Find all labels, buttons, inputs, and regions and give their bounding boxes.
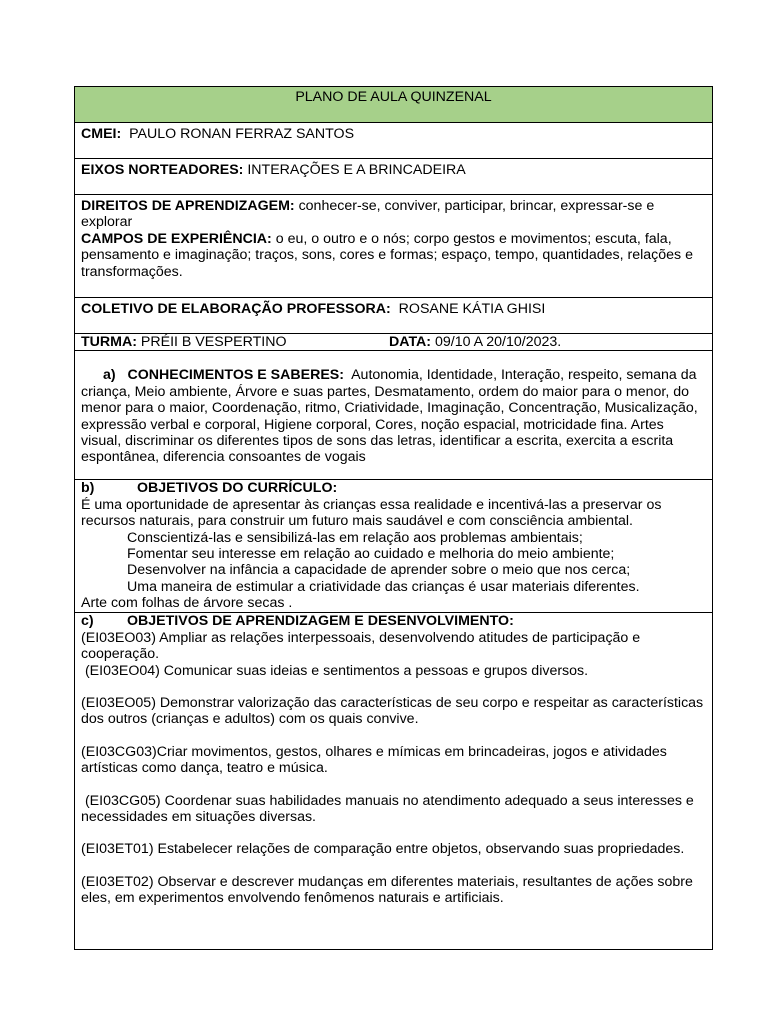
title-row xyxy=(75,87,713,123)
conhecimentos-marker: a) xyxy=(103,367,116,384)
data-value: 09/10 A 20/10/2023. xyxy=(434,334,562,350)
campos-paragraph xyxy=(81,231,706,280)
objetivos-curriculo-row xyxy=(75,480,713,613)
campos-value: o eu, o outro e o nós; corpo gestos e movimentos; escuta, fala, pensamento e imaginação; traços, sons, cores e formas; espaço, tempo, quantidades, relações e transformações. xyxy=(81,230,693,280)
objetivo-item: (EI03EO05) Demonstrar valorização das características de seu corpo e respeitar as características dos outros (crianças e adultos) com os quais convive. xyxy=(81,695,704,728)
objetivo-item: (EI03EO03) Ampliar as relações interpessoais, desenvolvendo atitudes de participação e cooperação. xyxy=(81,629,641,663)
turma-row xyxy=(75,334,713,351)
objetivos-curriculo-intro: É uma oportunidade de apresentar às crianças essa realidade e incentivá-las a preservar os recursos naturais, para construir um futuro mais saudável e com consciência ambiental. xyxy=(81,496,662,530)
eixos-label: EIXOS NORTEADORES: xyxy=(81,162,244,178)
objetivos-curriculo-label: OBJETIVOS DO CURRÍCULO: xyxy=(137,480,338,497)
cmei-row xyxy=(75,123,713,159)
objetivo-item: (EI03CG05) Coordenar suas habilidades manuais no atendimento adequado a seus interesses e necessidades em situações diversas. xyxy=(81,792,698,826)
conhecimentos-paragraph xyxy=(81,367,706,465)
campos-label: CAMPOS DE EXPERIÊNCIA: xyxy=(81,230,272,247)
objetivo-item: (EI03EO04) Comunicar suas ideias e sentimentos a pessoas e grupos diversos. xyxy=(81,662,589,679)
document-title: PLANO DE AULA QUINZENAL xyxy=(75,87,713,123)
lesson-plan-table xyxy=(74,86,713,950)
direitos-value: conhecer-se, conviver, participar, brincar, expressar-se e explorar xyxy=(81,198,655,231)
objetivos-aprendizagem-row xyxy=(75,613,713,950)
eixos-value: INTERAÇÕES E A BRINCADEIRA xyxy=(247,162,466,178)
cmei-value: PAULO RONAN FERRAZ SANTOS xyxy=(129,126,355,142)
objetivo-item: (EI03ET02) Observar e descrever mudanças em diferentes materiais, resultantes de ações sobre eles, em experimentos envolvendo fenômenos naturais e artificiais. xyxy=(81,873,693,907)
cmei-label: CMEI: xyxy=(81,126,122,142)
eixos-row xyxy=(75,159,713,195)
conhecimentos-label: CONHECIMENTOS E SABERES: xyxy=(127,367,344,384)
coletivo-value: ROSANE KÁTIA GHISI xyxy=(398,301,546,317)
objetivos-curriculo-closing: Arte com folhas de árvore secas . xyxy=(81,595,293,612)
direitos-campos-row xyxy=(75,195,713,298)
direitos-paragraph xyxy=(81,198,706,231)
objetivos-curriculo-item: Desenvolver na infância a capacidade de aprender sobre o meio que nos cerca; xyxy=(127,562,631,579)
objetivo-item: (EI03ET01) Estabelecer relações de comparação entre objetos, observando suas propriedades. xyxy=(81,841,685,858)
coletivo-label: COLETIVO DE ELABORAÇÃO PROFESSORA: xyxy=(81,301,391,317)
direitos-label: DIREITOS DE APRENDIZAGEM: xyxy=(81,198,295,214)
conhecimentos-row xyxy=(75,351,713,480)
data-label: DATA: xyxy=(389,334,432,350)
objetivos-curriculo-item: Fomentar seu interesse em relação ao cuidado e melhoria do meio ambiente; xyxy=(127,546,615,563)
coletivo-row xyxy=(75,298,713,334)
turma-value: PRÉII B VESPERTINO xyxy=(140,334,287,350)
turma-label: TURMA: xyxy=(81,334,137,350)
objetivos-curriculo-item: Uma maneira de estimular a criatividade das crianças é usar materiais diferentes. xyxy=(127,578,640,595)
objetivos-curriculo-marker: b) xyxy=(81,480,95,497)
objetivos-curriculo-item: Conscientizá-las e sensibilizá-las em relação aos problemas ambientais; xyxy=(127,529,583,546)
objetivos-aprendizagem-label: OBJETIVOS DE APRENDIZAGEM E DESENVOLVIMENTO: xyxy=(127,613,514,630)
objetivos-aprendizagem-marker: c) xyxy=(81,613,94,630)
objetivos-aprendizagem-heading xyxy=(81,613,706,629)
conhecimentos-value: Autonomia, Identidade, Interação, respeito, semana da criança, Meio ambiente, Árvore e suas partes, Desmatamento, ordem do maior para o menor, do menor para o maior, Coordenação, ritmo, Criatividade, Imaginação, Concentração, Musicalização, expressão verbal e corporal, Higiene corporal, Cores, noção espacial, motricidade fina. Artes visual, discriminar os diferentes tipos de sons das letras, identificar a escrita, exercita a escrita espontânea, diferencia consoantes de vogais xyxy=(81,367,698,466)
objetivos-curriculo-heading xyxy=(81,480,706,496)
objetivo-item: (EI03CG03)Criar movimentos, gestos, olhares e mímicas em brincadeiras, jogos e atividades artísticas como dança, teatro e música. xyxy=(81,743,667,777)
